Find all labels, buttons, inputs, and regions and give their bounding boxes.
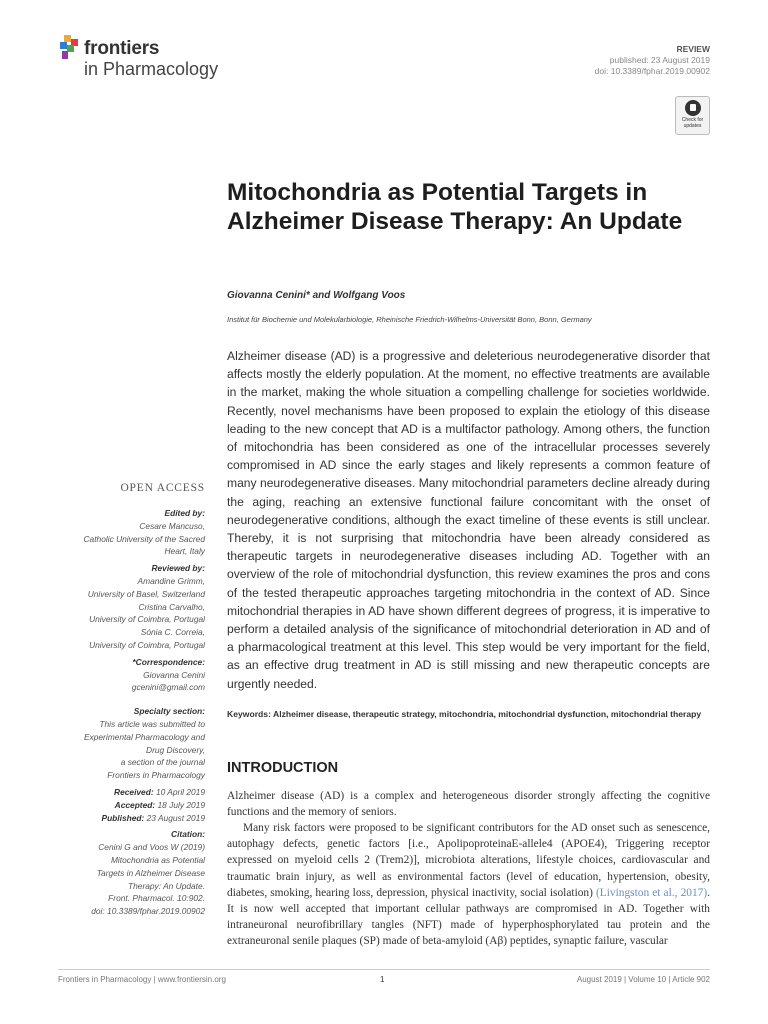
correspondence-email[interactable]: gcenini@gmail.com [131, 682, 205, 693]
footer-divider [58, 969, 710, 970]
open-access-label: OPEN ACCESS [120, 482, 205, 494]
citation-line: Therapy: An Update. [128, 880, 205, 891]
specialty-line: Frontiers in Pharmacology [107, 770, 205, 781]
specialty-line: a section of the journal [120, 757, 205, 768]
section-heading-introduction: INTRODUCTION [227, 760, 339, 776]
keywords: Keywords: Alzheimer disease, therapeutic strategy, mitochondria, mitochondrial dysfunction, mitochondrial therapy [227, 709, 702, 719]
journal-logo[interactable] [58, 35, 228, 81]
reviewed-by-heading: Reviewed by: [151, 563, 205, 574]
specialty-heading: Specialty section: [133, 706, 205, 717]
intro-paragraph-2: Many risk factors were proposed to be significant contributors for the AD onset such as senescence, autophagy defects, genetic factors [i.e., ApolipoproteinaE-allele4 (APOE4), Triggering receptor expressed on myeloid cells 2 (Trem2)], microbiota alterations, lifestyle choices, cardiovascular and traumatic brain injury, as well as environmental factors (level of education, hypertension, obesity, diabetes, smoking, hearing loss, depression, physical inactivity, social isolation) (Livingston et al., 2017). It is now well accepted that important cellular pathways are compromised in AD. Together with intraneuronal neurofibrillary tangles (NFT) made of hyperphosphorylated tau protein and the extraneuronal senile plaques (SP) made of beta-amyloid (Aβ) peptides, synaptic failure, vascular [227, 822, 710, 948]
correspondence-heading: *Correspondence: [132, 656, 205, 667]
specialty-line: This article was submitted to [99, 718, 205, 729]
published-date-sidebar: Published: 23 August 2019 [101, 812, 205, 823]
reviewer-line: Cristina Carvalho, [138, 601, 205, 612]
citation-line: Front. Pharmacol. 10:902. [108, 893, 205, 904]
specialty-line: Experimental Pharmacology and [83, 731, 205, 742]
reviewer-line: Amandine Grimm, [137, 575, 205, 586]
citation-line: Mitochondria as Potential [110, 854, 205, 865]
doi-link[interactable]: doi: 10.3389/fphar.2019.00902 [594, 66, 710, 76]
citation-line: Targets in Alzheimer Disease [96, 867, 205, 878]
reviewer-line: University of Coimbra, Portugal [89, 639, 205, 650]
editor-line: Cesare Mancuso, [139, 520, 205, 531]
accepted-date: Accepted: 18 July 2019 [114, 799, 205, 810]
article-authors: Giovanna Cenini* and Wolfgang Voos [227, 290, 406, 301]
article-meta [595, 44, 710, 77]
specialty-line: Drug Discovery, [146, 744, 205, 755]
reviewer-line: Sónia C. Correia, [140, 627, 205, 638]
citation-link[interactable]: (Livingston et al., 2017) [596, 886, 708, 899]
check-updates-icon [685, 100, 701, 116]
citation-line: Cenini G and Voos W (2019) [98, 842, 205, 853]
published-date: published: 23 August 2019 [609, 55, 710, 65]
reviewer-line: University of Basel, Switzerland [87, 588, 205, 599]
logo-word: frontiers [84, 38, 160, 59]
abstract: Alzheimer disease (AD) is a progressive and deleterious neurodegenerative disorder that affects mostly the elderly population. At the moment, no effective treatments are available in the market, making the whole situation a compelling challenge for societies worldwide. Recently, novel mechanisms have been proposed to explain the etiology of this disease leading to the new concept that AD is a multifactor pathology. Among others, the function of mitochondria has been considered as one of the intracellular processes severely compromised in AD since the early stages and likely represents a common feature of many neurodegenerative diseases. Many mitochondrial parameters decline already during the aging, reaching an extensive functional failure concomitant with the onset of neurodegenerative conditions, although the exact timeline of these events is still unclear. Thereby, it is not surprising that mitochondria have been already considered as therapeutic targets in neurodegenerative diseases including AD. Together with an overview of the role of mitochondrial dysfunction, this review examines the pros and cons of the tested therapeutic approaches targeting mitochondria in the context of AD. Since mitochondrial therapies in AD have shown different degrees of progress, it is imperative to perform a detailed analysis of the significance of mitochondrial deterioration in AD and of a pharmacological treatment at this level. This step would be very important for the field, as an effective drug treatment in AD is still missing and new therapeutic concepts are urgently needed. [227, 349, 710, 691]
check-for-updates-button[interactable] [675, 96, 710, 135]
editor-line: Catholic University of the Sacred [83, 533, 205, 544]
check-updates-label: Check for updates [681, 117, 704, 129]
correspondence-name: Giovanna Cenini [143, 669, 205, 680]
footer-issue: August 2019 | Volume 10 | Article 902 [576, 975, 710, 984]
editor-line: Heart, Italy [164, 546, 205, 557]
received-date: Received: 10 April 2019 [114, 786, 205, 797]
article-sidebar [84, 507, 206, 918]
footer-journal[interactable]: Frontiers in Pharmacology | www.frontiersin.org [58, 975, 226, 984]
intro-paragraph-1: Alzheimer disease (AD) is a complex and heterogeneous disorder strongly affecting the cognitive functions and the memory of seniors. [227, 790, 710, 819]
citation-heading: Citation: [171, 829, 205, 840]
logo-sub: in Pharmacology [84, 59, 219, 79]
author-affiliation: Institut für Biochemie und Molekularbiologie, Rheinische Friedrich-Wilhelms-Universität Bonn, Bonn, Germany [227, 315, 592, 324]
article-type: REVIEW [676, 44, 710, 54]
citation-doi[interactable]: doi: 10.3389/fphar.2019.00902 [91, 906, 205, 917]
reviewer-line: University of Coimbra, Portugal [89, 614, 205, 625]
edited-by-heading: Edited by: [164, 508, 205, 518]
article-title: Mitochondria as Potential Targets in Alzheimer Disease Therapy: An Update [227, 179, 683, 235]
page-number: 1 [380, 975, 385, 984]
frontiers-logo-icon [58, 35, 80, 61]
